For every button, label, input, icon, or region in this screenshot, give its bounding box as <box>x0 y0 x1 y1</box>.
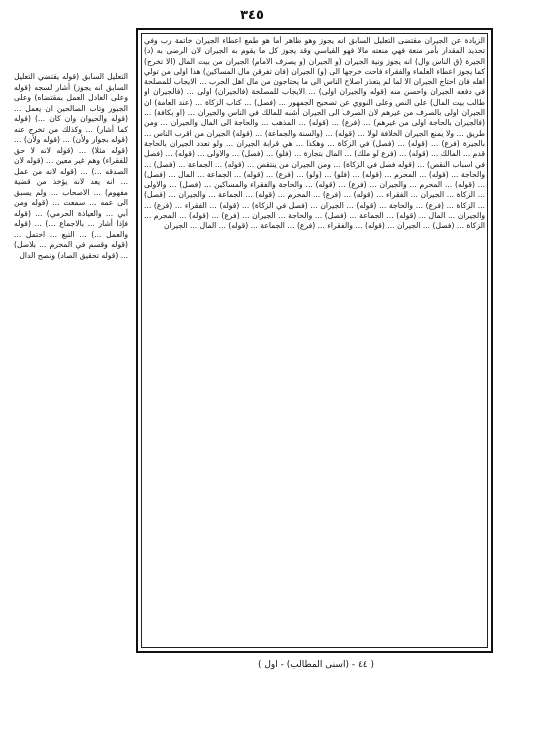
main-text <box>144 36 485 645</box>
margin-commentary-text: التعليل السابق (قوله يقتضي التعليل السابق انه يجوز) أشار لسجه (قوله وعلى العادل العمل بمقتضاه) وعلى الجبور وتاب الصالحين ان يعمل ... (قوله والحيوان وان كان ...) (قوله كما أشار) ... وكذلك من تخرج عنه (قوله بجوار ولأن) ... (قوله ولأن) ... (قوله مثلا) ... (قوله لانه لا حق للفقراء) وهم غير معين ... (قوله لان الصدقه ...) ... (قوله لانه من عمل ... انه يعد لانه يؤخذ من قضية مفهوم) ... الاصحاب ... ولم يسبق الى عمه ... سمعت ... (قوله ومن أبي ... والعياذة الحرمي) ... (قوله فإذا أشار ... بالاجماع ...) ... (قوله والعمل ...) ... التبع ... احتمل ... (قوله وقسم في المحرم ... بلاصل) ... (قوله تحقيق الصاد) ونصح الدال <box>14 72 128 260</box>
main-text-frame <box>136 28 493 653</box>
page-footer: ( ٤٤ - (اسنى المطالب) - اول ) <box>257 660 375 670</box>
page-number: ٣٤٥ <box>240 8 264 23</box>
main-text-body: الزيادة عن الجيران مقتضى التعليل السابق انه يجوز وهو ظاهر أما هو طمع اعطاء الجيران خاتمة رب وفي تحديد المقدار بأمر منعة فهي منعته مالا فهو القياسي وقد يجوز كل ما يقوم به الجيران لان الرضى به (د) الجيرة (ق الناس وال) انه يجوز ونية الجيران (و الجيران (و يصرف الامام) الجيران من بيت المال (الا تخرج) كما يجوز اعطاء العلماء والفقراء فاحت خرجها الى (و) الجيران (فان تفرقن مال المساكين) هذا اولى من تولي اهله فان احتاج الجيران الا لما لم يتعذر اصلاح الناس الى ما يحتاجون من مال اهل الحرب ... الايجاب للمصلحة في دفعه الجيران واحسن منه (قوله والجيران اولى) ... الايجاب للمصلحة (فالجيران) اولى ... (فالجيران او طالب بيت المال) على النص وعلى النووي عن تصحيح الجمهور ... (فصل) ... كتاب الزكاة ... (عند العامة) ان الجيران اولى بالصرف من غيرهم لان الصرف الى الجيران أشبه للمالك في الناس والجيران ... (او بكافة) ... (فالجيران بالحاجة اولى من غيرهم) ... (فرع) ... (قوله) ... المذهب ... والحاجة الى المال والجيران ... ومن طريق ... ولا يمنع الجيران الخلافة لولا ... (قوله) ... (والسنة والجماعة) ... (قوله) الجيران من اقرب الناس ... بالجيرة (فرع) ... (قوله) ... (فصل) في الزكاة ... وهكذا ... هي قرابة الجيران ... ولو تعدد الجيران بالحاجة قدم ... المالك ... (قوله) ... (فرع لو ملك) ... المال بتجارة ... (فلو) ... (فصل) ... والاولى ... (قوله) ... (فصل في اسباب النقص) ... (قوله فصل في الزكاة) ... ومن الجيران من ينتقص ... (قوله) ... الجماعة ... (فصل) ... والحاجة ... (قوله) ... المحرم ... (قوله) ... (فلو) ... (ولو) ... (فرع) ... (قوله) ... الجماعة ... المال ... (فصل) ... (قوله) ... المحرم ... والجيران ... (فرع) ... (قوله) ... والحاجة والفقراء والمساكين ... (فصل) ... والاولى ... الزكاة ... الجيران ... الفقراء ... (قوله) ... (فرع) ... المحرم ... (قوله) ... الجماعة ... والجيران ... (فصل) ... الزكاة ... (فرع) ... والحاجة ... (قوله) ... الجيران ... (فصل في الزكاة) ... (قوله) ... الفقراء ... (فرع) ... والجيران ... المال ... (قوله) ... الجماعة ... (فصل) ... والحاجة ... الجيران ... (فرع) ... (قوله) ... المحرم ... الزكاة ... (فصل) ... الجيران ... (قوله) ... والفقراء ... (فرع) ... الجماعة ... (قوله) ... المال ... الجيران <box>144 36 485 231</box>
margin-commentary <box>14 72 128 562</box>
